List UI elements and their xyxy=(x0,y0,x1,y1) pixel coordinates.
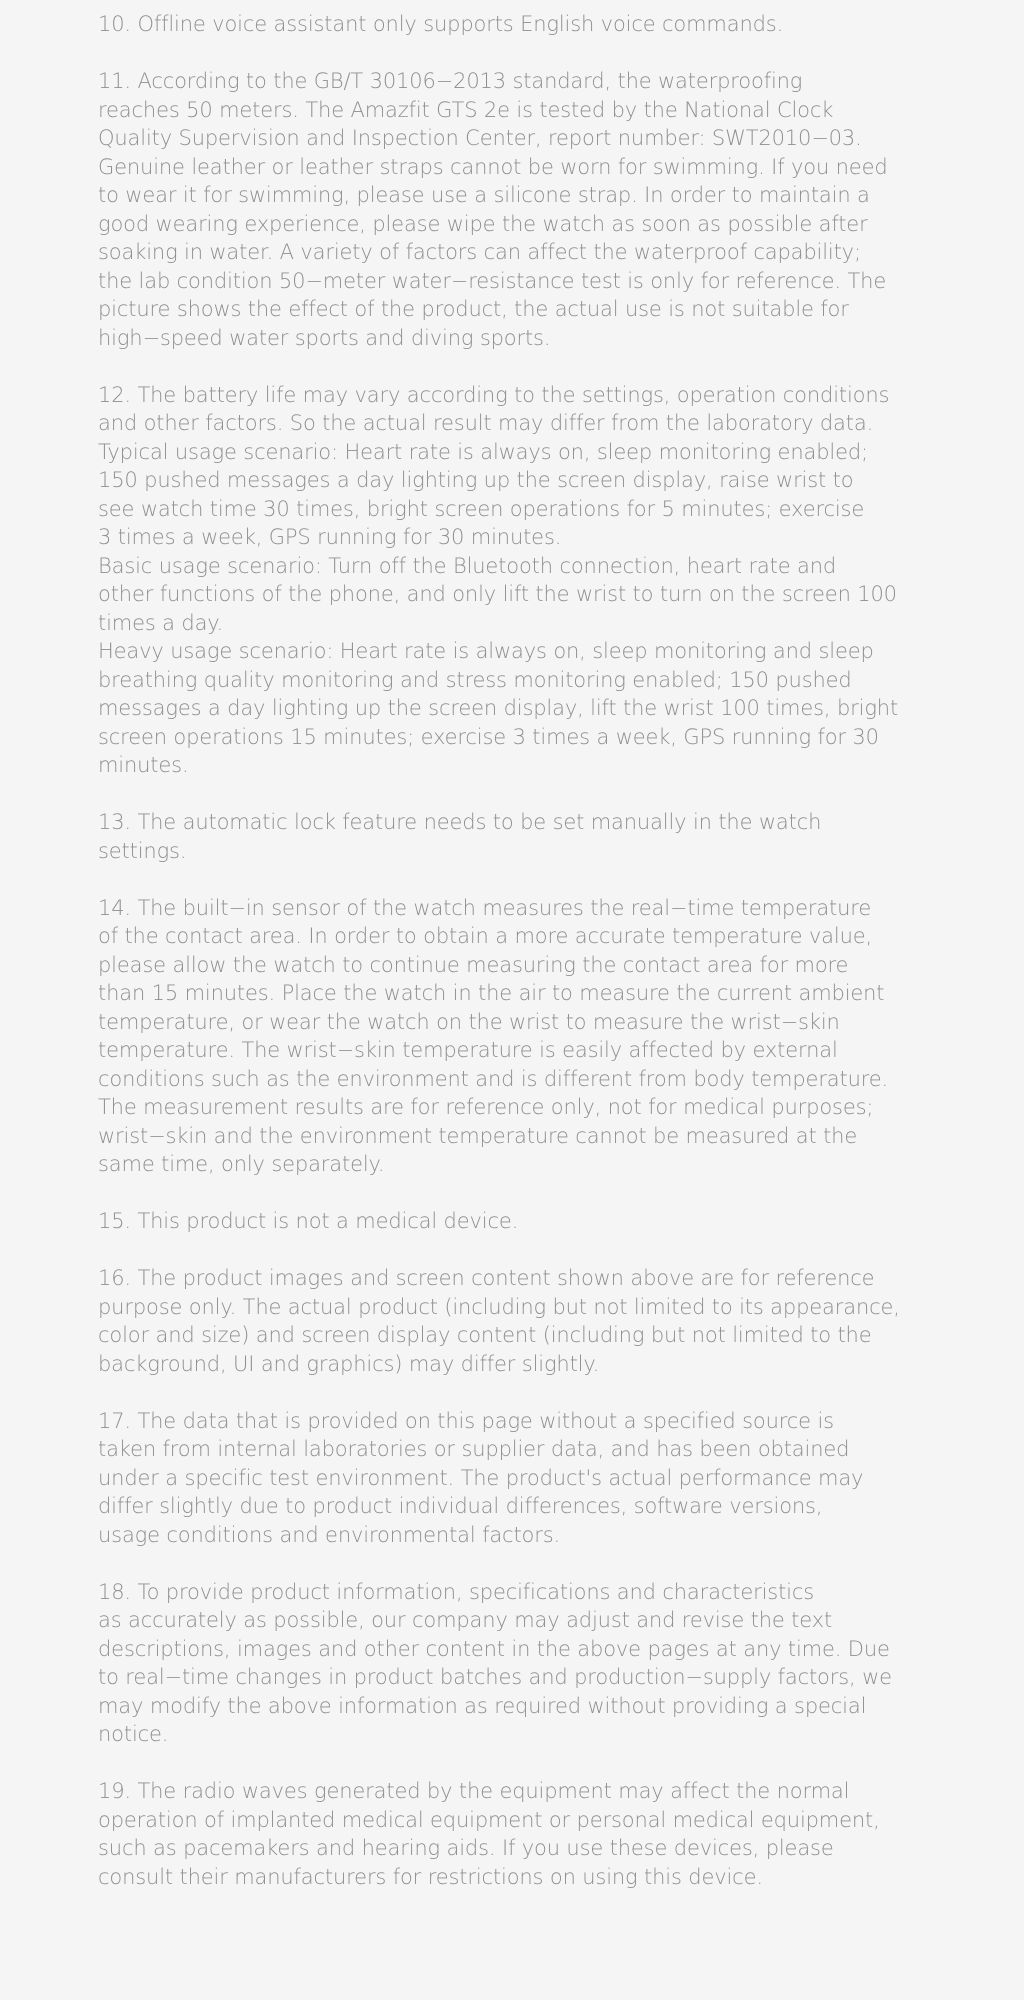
footnote-line: descriptions, images and other content in the above pages at any time. Due xyxy=(98,1636,890,1661)
footnote-line: other functions of the phone, and only lift the wrist to turn on the screen 100 xyxy=(98,582,897,606)
footnote-line: notice. xyxy=(98,1722,169,1746)
footnote-line: 3 times a week, GPS running for 30 minutes. xyxy=(98,525,562,549)
footnote-paragraph xyxy=(98,10,928,39)
footnote-line: 11. According to the GB/T 30106−2013 standard, the waterproofing xyxy=(98,69,803,93)
footnote-line: Typical usage scenario: Heart rate is always on, sleep monitoring enabled; xyxy=(98,439,868,464)
footnote-line: Genuine leather or leather straps cannot be worn for swimming. If you need xyxy=(98,154,888,179)
footnote-line: 13. The automatic lock feature needs to be set manually in the watch xyxy=(98,810,822,834)
footnote-line: differ slightly due to product individual differences, software versions, xyxy=(98,1494,823,1518)
footnote-line: operation of implanted medical equipment or personal medical equipment, xyxy=(98,1807,880,1832)
footnote-line: the lab condition 50−meter water−resistance test is only for reference. The xyxy=(98,268,887,293)
footnote-line: breathing quality monitoring and stress monitoring enabled; 150 pushed xyxy=(98,667,852,692)
footnote-line: usage conditions and environmental factors. xyxy=(98,1522,561,1547)
footnote-line: wrist−skin and the environment temperature cannot be measured at the xyxy=(98,1123,858,1148)
footnote-line: may modify the above information as required without providing a special xyxy=(98,1693,867,1718)
footnote-line: than 15 minutes. Place the watch in the air to measure the current ambient xyxy=(98,981,885,1005)
footnote-line: as accurately as possible, our company may adjust and revise the text xyxy=(98,1608,833,1632)
footnote-line: 15. This product is not a medical device. xyxy=(98,1209,519,1233)
footnote-line: 18. To provide product information, specifications and characteristics xyxy=(98,1579,815,1604)
footnote-line: purpose only. The actual product (including but not limited to its appearance, xyxy=(98,1294,900,1319)
footnote-line: conditions such as the environment and is different from body temperature. xyxy=(98,1066,889,1091)
footnote-line: 150 pushed messages a day lighting up the screen display, raise wrist to xyxy=(98,468,854,492)
footnote-line: Basic usage scenario: Turn off the Bluetooth connection, heart rate and xyxy=(98,553,837,578)
footnote-line: minutes. xyxy=(98,753,189,777)
footnote-paragraph xyxy=(98,381,928,780)
footnote-line: times a day. xyxy=(98,610,224,635)
footnote-line: background, UI and graphics) may differ slightly. xyxy=(98,1351,600,1376)
footnote-line: 10. Offline voice assistant only supports English voice commands. xyxy=(98,12,784,36)
footnote-line: 12. The battery life may vary according to the settings, operation conditions xyxy=(98,382,890,407)
footnote-line: and other factors. So the actual result may differ from the laboratory data. xyxy=(98,411,874,435)
footnote-line: The measurement results are for reference only, not for medical purposes; xyxy=(98,1095,874,1119)
footnote-line: settings. xyxy=(98,838,187,863)
footnote-line: to real−time changes in product batches and production−supply factors, we xyxy=(98,1665,892,1689)
footnote-line: taken from internal laboratories or supplier data, and has been obtained xyxy=(98,1437,850,1461)
footnote-paragraph xyxy=(98,894,928,1179)
footnote-paragraph xyxy=(98,808,928,865)
footnote-line: consult their manufacturers for restrictions on using this device. xyxy=(98,1864,763,1889)
footnote-paragraph xyxy=(98,1777,928,1891)
footnotes-list xyxy=(98,10,928,1920)
footnote-paragraph xyxy=(98,1407,928,1550)
footnote-line: reaches 50 meters. The Amazfit GTS 2e is tested by the National Clock xyxy=(98,97,834,122)
footnote-line: 14. The built−in sensor of the watch measures the real−time temperature xyxy=(98,895,872,920)
footnote-line: high−speed water sports and diving sports. xyxy=(98,325,551,350)
footnote-paragraph xyxy=(98,1264,928,1378)
footnote-line: Quality Supervision and Inspection Center, report number: SWT2010−03. xyxy=(98,126,862,150)
footnote-line: messages a day lighting up the screen display, lift the wrist 100 times, bright xyxy=(98,696,899,720)
footnote-line: 16. The product images and screen content shown above are for reference xyxy=(98,1266,875,1290)
footnote-line: same time, only separately. xyxy=(98,1152,385,1176)
footnote-line: such as pacemakers and hearing aids. If you use these devices, please xyxy=(98,1836,834,1860)
footnote-line: temperature, or wear the watch on the wrist to measure the wrist−skin xyxy=(98,1009,840,1034)
footnote-line: soaking in water. A variety of factors can affect the waterproof capability; xyxy=(98,240,861,264)
footnote-line: please allow the watch to continue measuring the contact area for more xyxy=(98,952,849,977)
footnote-line: see watch time 30 times, bright screen operations for 5 minutes; exercise xyxy=(98,496,865,521)
footnote-line: temperature. The wrist−skin temperature is easily affected by external xyxy=(98,1038,838,1062)
footnote-line: under a specific test environment. The product's actual performance may xyxy=(98,1465,864,1490)
footnote-line: picture shows the effect of the product, the actual use is not suitable for xyxy=(98,297,849,321)
footnote-line: to wear it for swimming, please use a silicone strap. In order to maintain a xyxy=(98,183,870,207)
footnote-paragraph xyxy=(98,1578,928,1749)
footnote-line: of the contact area. In order to obtain a more accurate temperature value, xyxy=(98,924,873,948)
footnote-line: 19. The radio waves generated by the equipment may affect the normal xyxy=(98,1779,850,1803)
footnote-line: Heavy usage scenario: Heart rate is always on, sleep monitoring and sleep xyxy=(98,639,874,663)
footnote-line: screen operations 15 minutes; exercise 3 times a week, GPS running for 30 xyxy=(98,724,879,749)
footnote-line: 17. The data that is provided on this page without a specified source is xyxy=(98,1408,834,1433)
footnote-paragraph xyxy=(98,67,928,352)
footnote-paragraph xyxy=(98,1207,928,1236)
footnote-line: color and size) and screen display content (including but not limited to the xyxy=(98,1323,872,1347)
footnote-line: good wearing experience, please wipe the watch as soon as possible after xyxy=(98,211,868,236)
